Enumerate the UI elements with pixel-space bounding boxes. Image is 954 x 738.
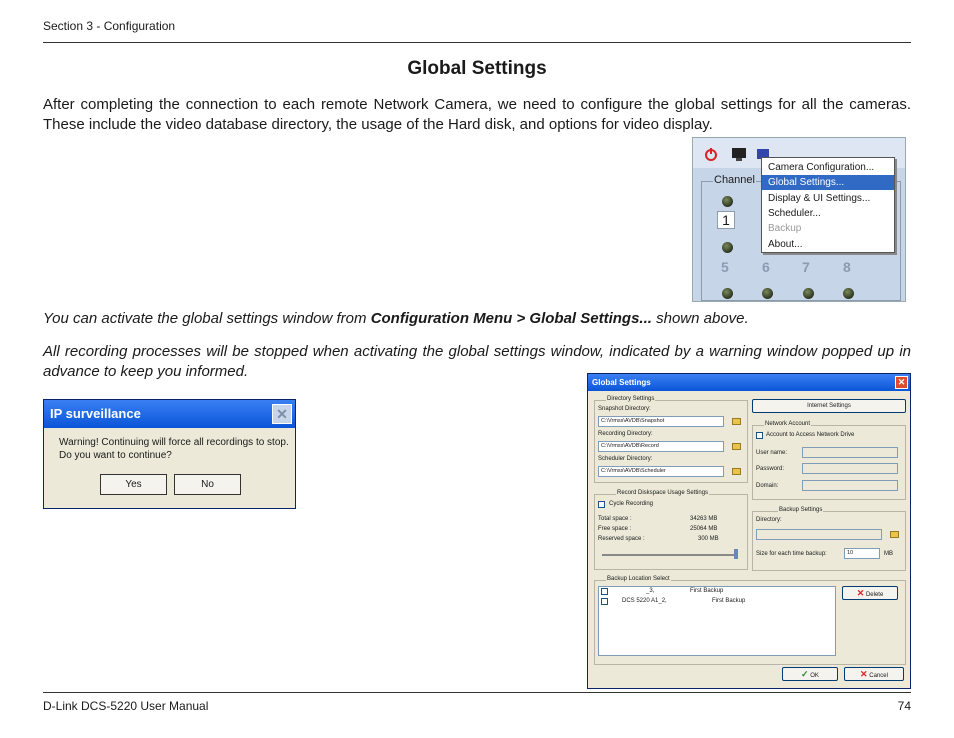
channel-7-label: 7 bbox=[802, 259, 810, 275]
backup-directory-input[interactable] bbox=[756, 529, 882, 540]
account-drive-label: Account to Access Network Drive bbox=[766, 432, 855, 438]
menu-item-about[interactable]: About... bbox=[768, 239, 803, 250]
cancel-x-icon: ✕ bbox=[860, 669, 868, 679]
menu-item-backup: Backup bbox=[768, 223, 802, 234]
close-icon[interactable]: ✕ bbox=[895, 376, 908, 389]
scheduler-directory-label: Scheduler Directory: bbox=[598, 456, 653, 462]
delete-button[interactable] bbox=[842, 586, 898, 600]
diskspace-group-label: Record Diskspace Usage Settings bbox=[617, 490, 709, 496]
ok-button-label: OK bbox=[810, 673, 819, 679]
caption-menu-path: Configuration Menu > Global Settings... bbox=[370, 310, 652, 327]
header-rule bbox=[43, 42, 911, 43]
page-number: 74 bbox=[897, 699, 911, 713]
backup-settings-label: Backup Settings bbox=[779, 507, 823, 513]
user-name-label: User name: bbox=[756, 450, 788, 456]
backup-size-label: Size for each time backup: bbox=[756, 551, 827, 557]
cancel-button[interactable] bbox=[844, 667, 904, 681]
folder-icon[interactable] bbox=[732, 468, 741, 475]
warning-message bbox=[59, 436, 289, 462]
configuration-menu bbox=[761, 157, 895, 253]
footer-manual-title: D-Link DCS-5220 User Manual bbox=[43, 699, 209, 713]
channel-led bbox=[722, 242, 733, 253]
backup-row-label: First Backup bbox=[712, 598, 746, 604]
free-space-value: 25064 MB bbox=[690, 526, 718, 532]
snapshot-directory-input[interactable]: C:\Vrmss\AVDB\Snapshot bbox=[598, 416, 724, 427]
backup-row-camera: _3, bbox=[646, 588, 655, 594]
folder-icon[interactable] bbox=[890, 531, 899, 538]
backup-location-label: Backup Location Select bbox=[607, 576, 670, 582]
backup-directory-label: Directory: bbox=[756, 517, 782, 523]
domain-input[interactable] bbox=[802, 480, 898, 491]
folder-icon[interactable] bbox=[732, 418, 741, 425]
reserved-space-slider[interactable] bbox=[602, 554, 738, 556]
user-name-input[interactable] bbox=[802, 447, 898, 458]
network-account-label: Network Account bbox=[765, 421, 811, 427]
backup-row-checkbox[interactable] bbox=[601, 588, 608, 595]
intro-paragraph: After completing the connection to each remote Network Camera, we need to configure the global settings for all the cameras. These include the video database directory, the usage of the Hard disk, and options for video display. bbox=[43, 96, 911, 133]
channel-1-button[interactable]: 1 bbox=[717, 211, 735, 229]
channel-8-label: 8 bbox=[843, 259, 851, 275]
warning-line-1: Warning! Continuing will force all recordings to stop. bbox=[59, 437, 289, 448]
monitor-icon bbox=[731, 146, 747, 162]
cancel-button-label: Cancel bbox=[869, 673, 888, 679]
warning-dialog-title: IP surveillance bbox=[44, 400, 295, 428]
recording-directory-label: Recording Directory: bbox=[598, 431, 653, 437]
snapshot-directory-label: Snapshot Directory: bbox=[598, 406, 651, 412]
total-space-label: Total space : bbox=[598, 516, 632, 522]
close-icon[interactable]: ✕ bbox=[272, 404, 292, 424]
menu-item-display-ui-settings[interactable]: Display & UI Settings... bbox=[768, 193, 871, 204]
domain-label: Domain: bbox=[756, 483, 779, 489]
account-drive-checkbox[interactable] bbox=[756, 432, 763, 439]
yes-button[interactable]: Yes bbox=[100, 474, 167, 495]
caption-text: You can activate the global settings window from bbox=[43, 310, 371, 327]
menu-item-camera-configuration[interactable]: Camera Configuration... bbox=[768, 162, 875, 173]
menu-item-global-settings[interactable]: Global Settings... bbox=[762, 175, 894, 190]
global-settings-title: Global Settings bbox=[588, 374, 910, 391]
channel-5-label: 5 bbox=[721, 259, 729, 275]
recording-directory-input[interactable]: C:\Vrmss\AVDB\Record bbox=[598, 441, 724, 452]
channel-label: Channel bbox=[714, 174, 755, 186]
internet-settings-button[interactable]: Internet Settings bbox=[752, 399, 906, 413]
channel-led bbox=[803, 288, 814, 299]
power-icon bbox=[703, 146, 719, 162]
reserved-space-value: 300 MB bbox=[698, 536, 719, 542]
check-icon: ✓ bbox=[801, 669, 809, 679]
caption-paragraph bbox=[43, 309, 911, 329]
free-space-label: Free space : bbox=[598, 526, 632, 532]
reserved-space-label: Reserved space : bbox=[598, 536, 645, 542]
ok-button[interactable] bbox=[782, 667, 838, 681]
scheduler-directory-input[interactable]: C:\Vrmss\AVDB\Scheduler bbox=[598, 466, 724, 477]
menu-item-scheduler[interactable]: Scheduler... bbox=[768, 208, 821, 219]
config-menu-screenshot bbox=[692, 137, 906, 302]
warning-dialog bbox=[43, 399, 296, 509]
section-header: Section 3 - Configuration bbox=[43, 19, 176, 33]
delete-button-label: Delete bbox=[865, 592, 884, 598]
global-settings-dialog bbox=[587, 373, 911, 689]
caption-text-end: shown above. bbox=[651, 310, 749, 327]
channel-6-label: 6 bbox=[762, 259, 770, 275]
channel-led bbox=[722, 196, 733, 207]
backup-location-list[interactable] bbox=[598, 586, 836, 656]
channel-led bbox=[762, 288, 773, 299]
cycle-recording-checkbox[interactable] bbox=[598, 501, 605, 508]
channel-led bbox=[843, 288, 854, 299]
folder-icon[interactable] bbox=[732, 443, 741, 450]
delete-x-icon: ✕ bbox=[856, 588, 865, 598]
backup-row-camera: DCS 5220 A1_2, bbox=[622, 598, 667, 604]
password-input[interactable] bbox=[802, 463, 898, 474]
cycle-recording-label: Cycle Recording bbox=[609, 501, 654, 507]
backup-row-checkbox[interactable] bbox=[601, 598, 608, 605]
backup-size-unit: MB bbox=[884, 551, 893, 557]
total-space-value: 34263 MB bbox=[690, 516, 718, 522]
footer-rule bbox=[43, 692, 911, 693]
slider-handle[interactable] bbox=[734, 549, 738, 559]
warning-paragraph: All recording processes will be stopped when activating the global settings window, indicated by a warning window popped up in advance to keep you informed. bbox=[43, 343, 911, 380]
no-button[interactable]: No bbox=[174, 474, 241, 495]
warning-line-2: Do you want to continue? bbox=[59, 450, 172, 461]
backup-row-label: First Backup bbox=[690, 588, 724, 594]
channel-led bbox=[722, 288, 733, 299]
password-label: Password: bbox=[756, 466, 785, 472]
page-title: Global Settings bbox=[407, 58, 547, 79]
backup-size-input[interactable]: 10 bbox=[844, 548, 880, 559]
directory-settings-label: Directory Settings bbox=[607, 396, 655, 402]
